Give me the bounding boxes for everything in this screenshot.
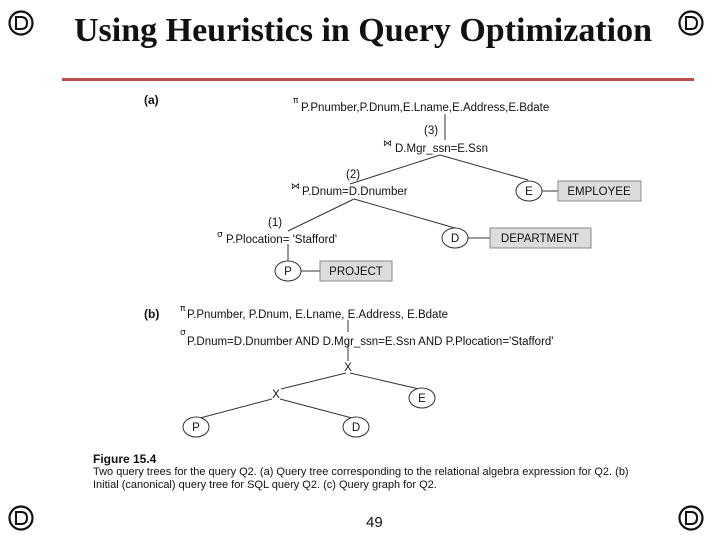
- projection-symbol: π: [180, 304, 186, 314]
- join-symbol: ⋈: [383, 139, 392, 149]
- slide-title: Using Heuristics in Query Optimization: [74, 12, 652, 49]
- node-p-a: [275, 261, 301, 281]
- selection-symbol: σ: [217, 230, 223, 240]
- step-3-label: (3): [424, 125, 439, 137]
- node-p-b: [183, 417, 209, 437]
- projection-label-b: P.Pnumber, P.Dnum, E.Lname, E.Address, E.Bdate: [187, 309, 449, 321]
- svg-text:P: P: [284, 266, 292, 278]
- svg-text:EMPLOYEE: EMPLOYEE: [567, 186, 631, 198]
- node-d-a: [442, 228, 468, 248]
- projection-symbol: π: [293, 96, 299, 106]
- cross-product-top: X: [344, 362, 352, 374]
- step-2-label: (2): [346, 169, 361, 181]
- part-b-label: (b): [144, 307, 160, 321]
- svg-text:PROJECT: PROJECT: [329, 266, 383, 278]
- selection-symbol: σ: [180, 328, 186, 338]
- join-mgr-label: D.Mgr_ssn=E.Ssn: [395, 143, 488, 155]
- table-employee: [558, 181, 641, 201]
- svg-text:DEPARTMENT: DEPARTMENT: [500, 233, 580, 245]
- join-dnum-label: P.Dnum=D.Dnumber: [302, 186, 408, 198]
- part-a-label: (a): [144, 93, 159, 107]
- figure-caption-text: Two query trees for the query Q2. (a) Query tree corresponding to the relational algebra expression for Q2. (b) Initial (canonical) query tree for SQL query Q2. (c) Query graph for Q2.: [93, 466, 629, 491]
- node-e-b: [409, 388, 435, 408]
- selection-label-b: P.Dnum=D.Dnumber AND D.Mgr_ssn=E.Ssn AND P.Plocation='Stafford': [187, 336, 554, 348]
- table-project: [320, 261, 392, 281]
- svg-text:P: P: [192, 422, 200, 434]
- figure-caption-title: Figure 15.4: [93, 452, 157, 466]
- svg-text:D: D: [450, 233, 460, 245]
- page-number: 49: [366, 514, 383, 531]
- node-e-a: [516, 181, 542, 201]
- cross-product-inner: X: [272, 389, 280, 401]
- node-d-b: [343, 417, 369, 437]
- svg-text:D: D: [351, 422, 361, 434]
- table-department: [490, 228, 591, 248]
- join-symbol: ⋈: [291, 182, 300, 192]
- selection-label: P.Plocation= 'Stafford': [226, 234, 338, 246]
- svg-text:E: E: [418, 393, 426, 405]
- step-1-label: (1): [268, 217, 283, 229]
- svg-text:E: E: [525, 186, 533, 198]
- tree-b-edges: [200, 320, 419, 418]
- projection-label: P.Pnumber,P.Dnum,E.Lname,E.Address,E.Bdate: [301, 102, 550, 114]
